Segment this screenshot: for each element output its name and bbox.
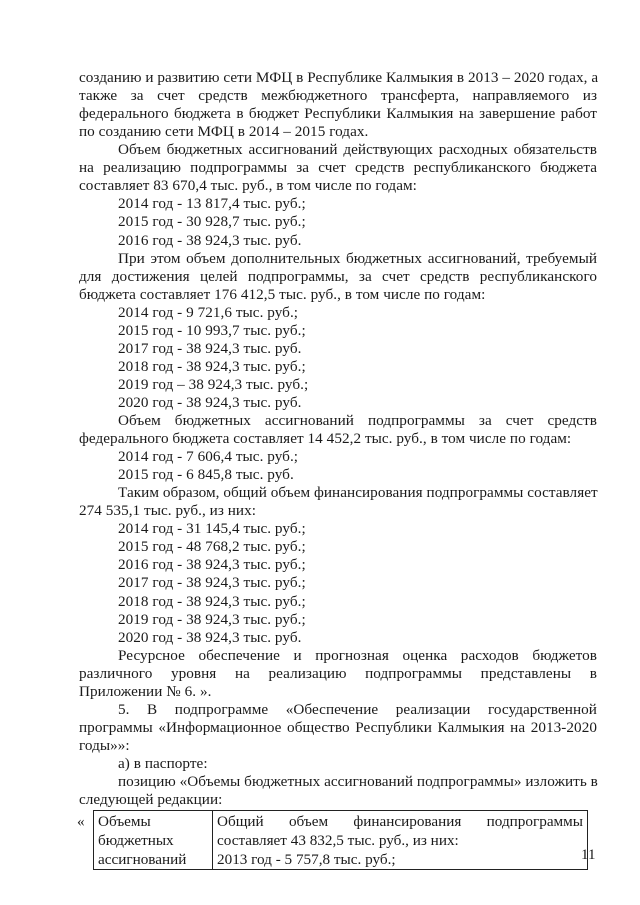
table-label-cell [94,811,213,870]
year-line: 2015 год - 30 928,7 тыс. руб.; [118,213,306,231]
text-line: 5. В подпрограмме «Обеспечение реализации государственной [118,700,597,718]
year-line: 2015 год - 10 993,7 тыс. руб.; [118,321,306,339]
text-line: годы»»: [79,736,130,754]
year-line: 2016 год - 38 924,3 тыс. руб. [118,231,302,249]
year-line: 2019 год – 38 924,3 тыс. руб.; [118,375,309,393]
text-line: на реализацию подпрограммы за счет средств республиканского бюджета [79,159,597,177]
text-line: 274 535,1 тыс. руб., из них: [79,502,257,520]
text-line: для достижения целей подпрограммы, за счет средств республиканского [79,267,597,285]
year-line: 2017 год - 38 924,3 тыс. руб.; [118,574,306,592]
table-row [94,811,588,870]
text-line: Объем бюджетных ассигнований действующих расходных обязательств [118,141,597,159]
table-value-cell [213,811,588,870]
year-line: 2014 год - 7 606,4 тыс. руб.; [118,448,299,466]
cell-text: 2013 год - 5 757,8 тыс. руб.; [217,851,396,868]
text-line: а) в паспорте: [118,754,208,772]
text-line: составляет 83 670,4 тыс. руб., в том числе по годам: [79,177,417,195]
cell-text: бюджетных [98,832,174,849]
text-line: созданию и развитию сети МФЦ в Республике Калмыкия в 2013 – 2020 годах, а [79,69,599,86]
year-line: 2014 год - 13 817,4 тыс. руб.; [118,195,306,213]
text-line: по созданию сети МФЦ в 2014 – 2015 годах. [79,123,369,141]
cell-text: составляет 43 832,5 тыс. руб., из них: [217,832,459,849]
year-line: 2014 год - 9 721,6 тыс. руб.; [118,303,299,321]
text-line: Ресурсное обеспечение и прогнозная оценка расходов бюджетов [118,646,597,664]
cell-text: Объемы [98,813,151,830]
year-line: 2015 год - 48 768,2 тыс. руб.; [118,538,306,556]
text-line: Приложении № 6. ». [79,682,212,700]
text-line: федерального бюджета в бюджет Республики Калмыкия на завершение работ [79,105,597,123]
cell-text: Общий объем финансирования подпрограммы [217,813,583,830]
text-line: Таким образом, общий объем финансирования подпрограммы составляет [118,484,598,502]
year-line: 2018 год - 38 924,3 тыс. руб.; [118,592,306,610]
cell-text: ассигнований [98,851,187,868]
text-line: программы «Информационное общество Республики Калмыкия на 2013-2020 [79,718,597,736]
year-line: 2015 год - 6 845,8 тыс. руб. [118,466,294,484]
year-line: 2019 год - 38 924,3 тыс. руб.; [118,610,306,628]
year-line: 2020 год - 38 924,3 тыс. руб. [118,393,302,411]
text-line: При этом объем дополнительных бюджетных ассигнований, требуемый [118,249,597,267]
page-number: 11 [581,847,596,863]
open-quote: « [77,813,85,830]
text-line: различного уровня на реализацию подпрограммы представлены в [79,664,597,682]
year-line: 2016 год - 38 924,3 тыс. руб.; [118,556,306,574]
text-line: федерального бюджета составляет 14 452,2 тыс. руб., в том числе по годам: [79,430,572,447]
text-line: следующей редакции: [79,791,223,808]
year-line: 2020 год - 38 924,3 тыс. руб. [118,628,302,646]
year-line: 2018 год - 38 924,3 тыс. руб.; [118,357,306,375]
year-line: 2014 год - 31 145,4 тыс. руб.; [118,520,306,538]
text-line: позицию «Объемы бюджетных ассигнований подпрограммы» изложить в [118,772,598,790]
text-line: также за счет средств межбюджетного трансферта, направляемого из [79,87,597,104]
passport-table [93,810,588,870]
text-line: бюджета составляет 176 412,5 тыс. руб., в том числе по годам: [79,285,486,303]
text-line: Объем бюджетных ассигнований подпрограммы за счет средств [118,411,597,429]
year-line: 2017 год - 38 924,3 тыс. руб. [118,339,302,357]
